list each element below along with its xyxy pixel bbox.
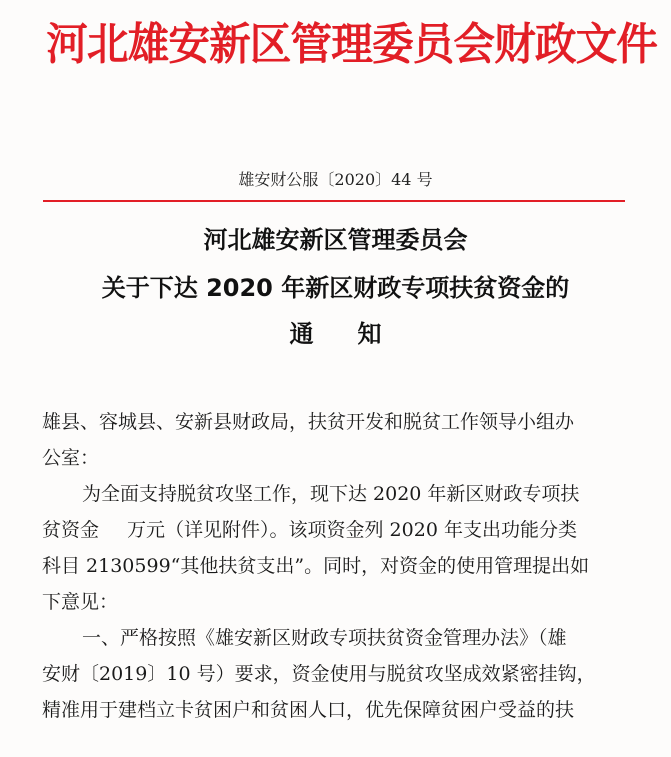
paragraph-1-line-2a: 贫资金 [42, 519, 100, 541]
notice-title-line-1: 河北雄安新区管理委员会 [203, 226, 468, 254]
red-divider-rule [43, 200, 625, 202]
paragraph-2-line-2: 安财〔2019〕10 号）要求，资金使用与脱贫攻坚成效紧密挂钩， [42, 663, 596, 685]
paragraph-1-line-1: 为全面支持脱贫攻坚工作，现下达 2020 年新区财政专项扶 [82, 483, 580, 505]
paragraph-1-line-2b: 万元（详见附件）。该项资金列 2020 年支出功能分类 [127, 519, 577, 541]
paragraph-1-line-2 [42, 512, 642, 548]
notice-title-line-2: 关于下达 2020 年新区财政专项扶贫资金的 [101, 274, 570, 302]
notice-title-line-3 [0, 316, 671, 352]
paragraph-2-line-3: 精准用于建档立卡贫困户和贫困人口，优先保障贫困户受益的扶 [42, 699, 575, 721]
paragraph-1-line-3: 科目 2130599“其他扶贫支出”。同时，对资金的使用管理提出如 [42, 555, 590, 577]
document-body [42, 404, 642, 728]
paragraph-1-line-4: 下意见： [42, 591, 119, 613]
addressee-line-1: 雄县、容城县、安新县财政局，扶贫开发和脱贫工作领导小组办 [42, 411, 575, 433]
notice-title-char-1: 通 [289, 320, 314, 348]
notice-title-char-2: 知 [357, 320, 382, 348]
document-number: 雄安财公服〔2020〕44 号 [238, 170, 433, 189]
addressee-line-2: 公室： [42, 447, 100, 469]
paragraph-2-line-1: 一、严格按照《雄安新区财政专项扶贫资金管理办法》（雄 [82, 627, 567, 649]
agency-header-title: 河北雄安新区管理委员会财政文件 [46, 19, 658, 70]
